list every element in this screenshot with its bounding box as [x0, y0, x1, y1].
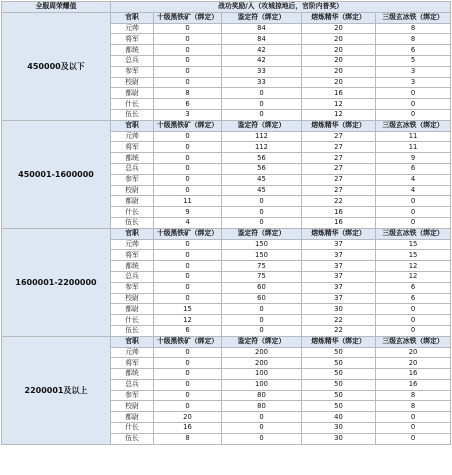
appraisal-cell: 150 [222, 239, 302, 250]
column-header: 三级玄冰铁（绑定） [376, 120, 451, 131]
appraisal-cell: 0 [222, 109, 302, 120]
black-iron-cell: 0 [154, 390, 222, 401]
black-iron-cell: 0 [154, 250, 222, 261]
ice-iron-cell: 0 [376, 88, 451, 99]
appraisal-cell: 0 [222, 325, 302, 336]
essence-cell: 22 [302, 196, 376, 207]
black-iron-cell: 0 [154, 34, 222, 45]
black-iron-cell: 0 [154, 261, 222, 272]
column-header: 官职 [111, 336, 154, 347]
rank-cell: 都统 [111, 45, 154, 56]
column-header: 十级黑铁矿（绑定） [154, 120, 222, 131]
essence-cell: 40 [302, 412, 376, 423]
column-header: 官职 [111, 120, 154, 131]
rank-cell: 元帅 [111, 239, 154, 250]
ice-iron-cell: 20 [376, 358, 451, 369]
essence-cell: 30 [302, 304, 376, 315]
essence-cell: 37 [302, 282, 376, 293]
ice-iron-cell: 8 [376, 34, 451, 45]
rank-cell: 都尉 [111, 196, 154, 207]
ice-iron-cell: 16 [376, 369, 451, 380]
ice-iron-cell: 15 [376, 239, 451, 250]
black-iron-cell: 15 [154, 304, 222, 315]
black-iron-cell: 0 [154, 401, 222, 412]
black-iron-cell: 0 [154, 369, 222, 380]
essence-cell: 20 [302, 45, 376, 56]
appraisal-cell: 42 [222, 45, 302, 56]
essence-cell: 12 [302, 109, 376, 120]
column-header-row [2, 120, 451, 131]
black-iron-cell: 9 [154, 207, 222, 218]
ice-iron-cell: 4 [376, 174, 451, 185]
column-header: 鉴定符（绑定） [222, 336, 302, 347]
ice-iron-cell: 0 [376, 217, 451, 228]
honor-range-cell: 2200001及以上 [2, 336, 111, 444]
rank-cell: 校尉 [111, 185, 154, 196]
rank-cell: 总兵 [111, 271, 154, 282]
ice-iron-cell: 8 [376, 23, 451, 34]
column-header: 三级玄冰铁（绑定） [376, 336, 451, 347]
appraisal-cell: 56 [222, 163, 302, 174]
rank-cell: 总兵 [111, 163, 154, 174]
rank-cell: 将军 [111, 250, 154, 261]
appraisal-cell: 0 [222, 88, 302, 99]
black-iron-cell: 0 [154, 293, 222, 304]
column-header-row [2, 228, 451, 239]
honor-range-cell: 1600001-2200000 [2, 228, 111, 336]
appraisal-cell: 84 [222, 23, 302, 34]
column-header: 十级黑铁矿（绑定） [154, 228, 222, 239]
appraisal-cell: 0 [222, 423, 302, 434]
ice-iron-cell: 6 [376, 45, 451, 56]
appraisal-cell: 0 [222, 412, 302, 423]
black-iron-cell: 6 [154, 325, 222, 336]
black-iron-cell: 0 [154, 163, 222, 174]
ice-iron-cell: 3 [376, 77, 451, 88]
black-iron-cell: 0 [154, 153, 222, 164]
black-iron-cell: 11 [154, 196, 222, 207]
ice-iron-cell: 0 [376, 412, 451, 423]
essence-cell: 27 [302, 163, 376, 174]
ice-iron-cell: 0 [376, 207, 451, 218]
column-header-row [2, 12, 451, 23]
black-iron-cell: 0 [154, 142, 222, 153]
ice-iron-cell: 0 [376, 304, 451, 315]
ice-iron-cell: 0 [376, 99, 451, 110]
ice-iron-cell: 0 [376, 109, 451, 120]
column-header: 熔炼精华（绑定） [302, 12, 376, 23]
table-header-row [2, 2, 451, 13]
black-iron-cell: 8 [154, 88, 222, 99]
ice-iron-cell: 9 [376, 153, 451, 164]
rank-cell: 参军 [111, 66, 154, 77]
reward-table [1, 1, 451, 445]
essence-cell: 20 [302, 77, 376, 88]
black-iron-cell: 0 [154, 347, 222, 358]
essence-cell: 27 [302, 174, 376, 185]
black-iron-cell: 16 [154, 423, 222, 434]
appraisal-cell: 60 [222, 282, 302, 293]
ice-iron-cell: 0 [376, 196, 451, 207]
appraisal-cell: 100 [222, 369, 302, 380]
rank-cell: 总兵 [111, 55, 154, 66]
essence-cell: 50 [302, 390, 376, 401]
appraisal-cell: 80 [222, 401, 302, 412]
appraisal-cell: 42 [222, 55, 302, 66]
ice-iron-cell: 6 [376, 282, 451, 293]
essence-cell: 16 [302, 88, 376, 99]
appraisal-cell: 45 [222, 185, 302, 196]
rank-cell: 伍长 [111, 433, 154, 444]
black-iron-cell: 0 [154, 23, 222, 34]
essence-cell: 50 [302, 347, 376, 358]
black-iron-cell: 0 [154, 66, 222, 77]
essence-cell: 50 [302, 379, 376, 390]
essence-cell: 16 [302, 207, 376, 218]
rank-cell: 校尉 [111, 293, 154, 304]
essence-cell: 50 [302, 369, 376, 380]
column-header: 熔炼精华（绑定） [302, 120, 376, 131]
rank-cell: 校尉 [111, 401, 154, 412]
rank-cell: 都尉 [111, 412, 154, 423]
column-header-row [2, 336, 451, 347]
column-header: 鉴定符（绑定） [222, 12, 302, 23]
ice-iron-cell: 0 [376, 325, 451, 336]
black-iron-cell: 0 [154, 271, 222, 282]
essence-cell: 27 [302, 185, 376, 196]
ice-iron-cell: 6 [376, 163, 451, 174]
essence-cell: 30 [302, 423, 376, 434]
rank-cell: 参军 [111, 282, 154, 293]
column-header: 官职 [111, 228, 154, 239]
black-iron-cell: 0 [154, 77, 222, 88]
black-iron-cell: 0 [154, 185, 222, 196]
essence-cell: 20 [302, 23, 376, 34]
black-iron-cell: 0 [154, 282, 222, 293]
essence-cell: 22 [302, 315, 376, 326]
column-header: 三级玄冰铁（绑定） [376, 12, 451, 23]
appraisal-cell: 200 [222, 347, 302, 358]
ice-iron-cell: 8 [376, 390, 451, 401]
appraisal-cell: 112 [222, 142, 302, 153]
black-iron-cell: 0 [154, 45, 222, 56]
rank-cell: 参军 [111, 174, 154, 185]
appraisal-cell: 0 [222, 207, 302, 218]
column-header: 鉴定符（绑定） [222, 120, 302, 131]
black-iron-cell: 0 [154, 131, 222, 142]
rank-cell: 都尉 [111, 304, 154, 315]
ice-iron-cell: 0 [376, 315, 451, 326]
black-iron-cell: 0 [154, 358, 222, 369]
column-header: 熔炼精华（绑定） [302, 336, 376, 347]
appraisal-cell: 100 [222, 379, 302, 390]
rank-cell: 将军 [111, 142, 154, 153]
appraisal-cell: 33 [222, 77, 302, 88]
essence-cell: 20 [302, 34, 376, 45]
essence-cell: 50 [302, 401, 376, 412]
rank-cell: 伍长 [111, 217, 154, 228]
rank-cell: 什长 [111, 315, 154, 326]
column-header: 熔炼精华（绑定） [302, 228, 376, 239]
appraisal-cell: 33 [222, 66, 302, 77]
ice-iron-cell: 12 [376, 271, 451, 282]
appraisal-cell: 75 [222, 261, 302, 272]
essence-cell: 50 [302, 358, 376, 369]
essence-cell: 20 [302, 66, 376, 77]
ice-iron-cell: 11 [376, 131, 451, 142]
black-iron-cell: 0 [154, 239, 222, 250]
essence-cell: 37 [302, 239, 376, 250]
rank-cell: 将军 [111, 34, 154, 45]
black-iron-cell: 12 [154, 315, 222, 326]
appraisal-cell: 84 [222, 34, 302, 45]
appraisal-cell: 0 [222, 304, 302, 315]
column-header: 鉴定符（绑定） [222, 228, 302, 239]
ice-iron-cell: 0 [376, 433, 451, 444]
ice-iron-cell: 11 [376, 142, 451, 153]
reward-table-container [1, 1, 451, 445]
appraisal-cell: 0 [222, 217, 302, 228]
ice-iron-cell: 8 [376, 401, 451, 412]
rank-cell: 总兵 [111, 379, 154, 390]
rank-cell: 都统 [111, 261, 154, 272]
reward-table-body [2, 2, 451, 445]
ice-iron-cell: 16 [376, 379, 451, 390]
essence-cell: 20 [302, 55, 376, 66]
black-iron-cell: 3 [154, 109, 222, 120]
ice-iron-cell: 20 [376, 347, 451, 358]
appraisal-cell: 75 [222, 271, 302, 282]
black-iron-cell: 0 [154, 379, 222, 390]
rank-cell: 元帅 [111, 347, 154, 358]
honor-range-cell: 450001-1600000 [2, 120, 111, 228]
appraisal-cell: 112 [222, 131, 302, 142]
rank-cell: 什长 [111, 99, 154, 110]
column-header: 官职 [111, 12, 154, 23]
rank-cell: 元帅 [111, 131, 154, 142]
honor-range-cell: 450000及以下 [2, 12, 111, 120]
rank-cell: 什长 [111, 207, 154, 218]
appraisal-cell: 56 [222, 153, 302, 164]
rank-cell: 伍长 [111, 325, 154, 336]
appraisal-cell: 0 [222, 196, 302, 207]
appraisal-cell: 45 [222, 174, 302, 185]
essence-cell: 16 [302, 217, 376, 228]
rank-cell: 都统 [111, 369, 154, 380]
ice-iron-cell: 3 [376, 66, 451, 77]
black-iron-cell: 0 [154, 174, 222, 185]
reward-title-header: 战功奖励/人（攻城掠地后，官阶内普奖） [111, 2, 451, 13]
rank-cell: 都统 [111, 153, 154, 164]
appraisal-cell: 0 [222, 315, 302, 326]
black-iron-cell: 20 [154, 412, 222, 423]
essence-cell: 12 [302, 99, 376, 110]
ice-iron-cell: 4 [376, 185, 451, 196]
ice-iron-cell: 6 [376, 293, 451, 304]
appraisal-cell: 150 [222, 250, 302, 261]
ice-iron-cell: 12 [376, 261, 451, 272]
essence-cell: 30 [302, 433, 376, 444]
column-header: 十级黑铁矿（绑定） [154, 336, 222, 347]
essence-cell: 37 [302, 261, 376, 272]
rank-cell: 什长 [111, 423, 154, 434]
column-header: 十级黑铁矿（绑定） [154, 12, 222, 23]
ice-iron-cell: 15 [376, 250, 451, 261]
appraisal-cell: 0 [222, 433, 302, 444]
ice-iron-cell: 5 [376, 55, 451, 66]
appraisal-cell: 60 [222, 293, 302, 304]
black-iron-cell: 8 [154, 433, 222, 444]
black-iron-cell: 0 [154, 55, 222, 66]
rank-cell: 元帅 [111, 23, 154, 34]
range-header: 全服周荣耀值 [2, 2, 111, 13]
appraisal-cell: 200 [222, 358, 302, 369]
essence-cell: 27 [302, 142, 376, 153]
rank-cell: 参军 [111, 390, 154, 401]
black-iron-cell: 6 [154, 99, 222, 110]
ice-iron-cell: 0 [376, 423, 451, 434]
essence-cell: 37 [302, 250, 376, 261]
essence-cell: 27 [302, 153, 376, 164]
essence-cell: 22 [302, 325, 376, 336]
rank-cell: 伍长 [111, 109, 154, 120]
rank-cell: 都尉 [111, 88, 154, 99]
appraisal-cell: 80 [222, 390, 302, 401]
black-iron-cell: 4 [154, 217, 222, 228]
rank-cell: 将军 [111, 358, 154, 369]
appraisal-cell: 0 [222, 99, 302, 110]
essence-cell: 37 [302, 271, 376, 282]
essence-cell: 27 [302, 131, 376, 142]
essence-cell: 37 [302, 293, 376, 304]
rank-cell: 校尉 [111, 77, 154, 88]
column-header: 三级玄冰铁（绑定） [376, 228, 451, 239]
